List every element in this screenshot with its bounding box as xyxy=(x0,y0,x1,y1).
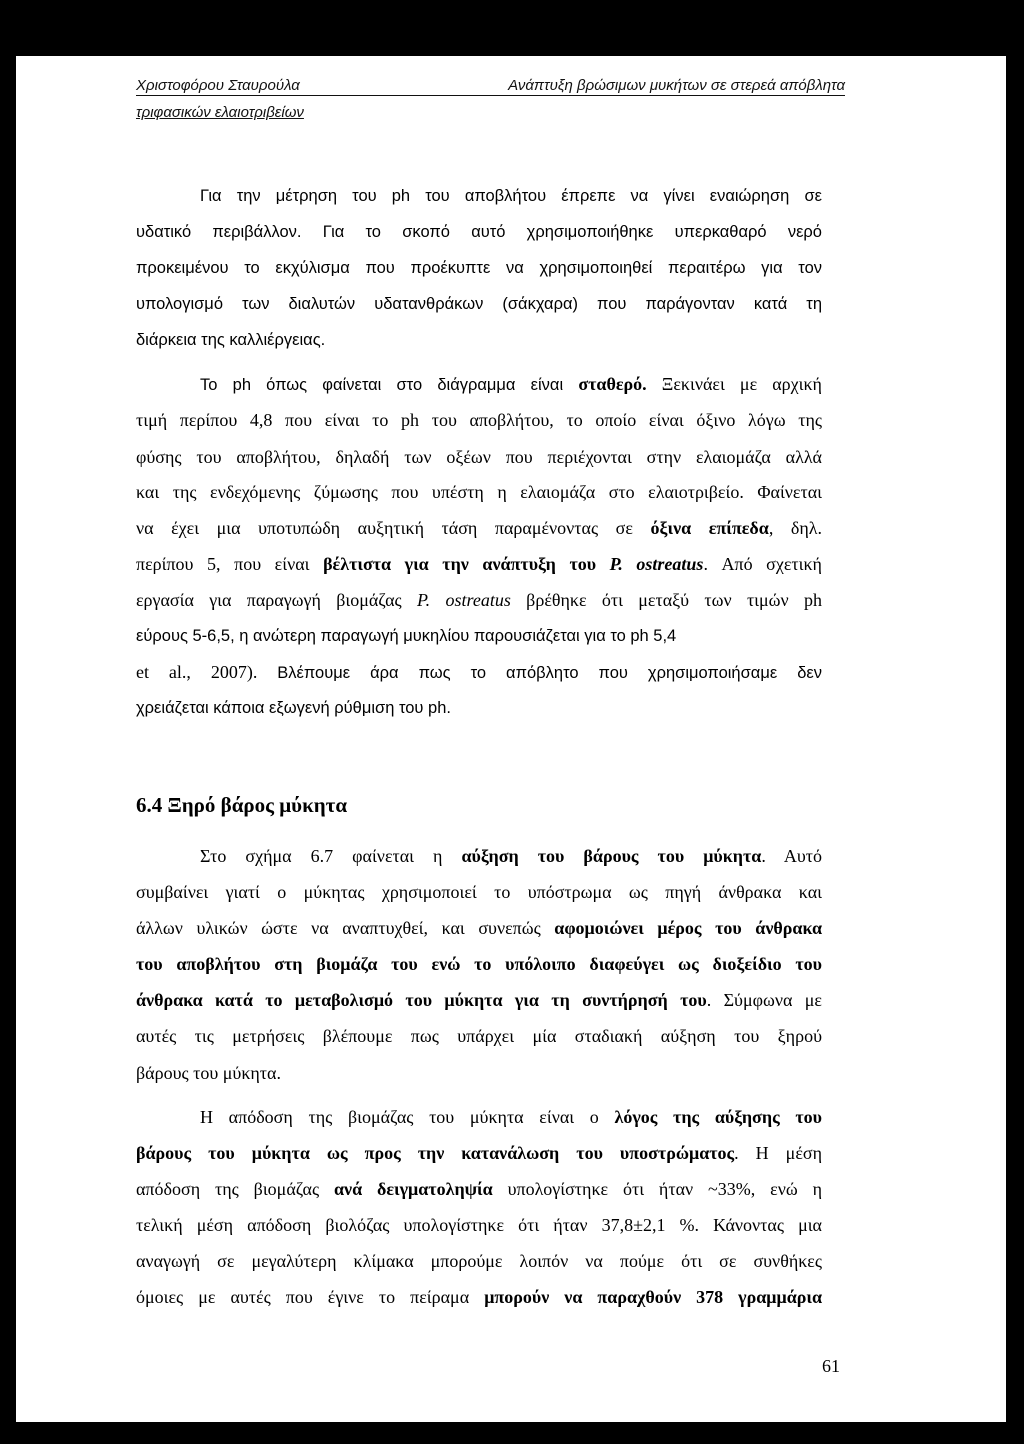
text-segment: . Αυτό xyxy=(761,846,823,866)
paragraph-line xyxy=(136,589,822,611)
paragraph-line xyxy=(136,1286,822,1308)
paragraph-line xyxy=(136,953,822,975)
text-segment: τιμή περίπου 4,8 που είναι το ph του αποβλήτου, το οποίο είναι όξινο λόγω της xyxy=(136,410,822,430)
running-header xyxy=(136,77,845,96)
paragraph-line xyxy=(200,1106,822,1128)
paragraph-line xyxy=(200,845,822,867)
paragraph-line xyxy=(136,1214,822,1236)
text-segment: et al., 2007). xyxy=(136,662,278,682)
paragraph-line xyxy=(136,329,822,351)
text-segment: Για την μέτρηση του ph του αποβλήτου έπρεπε να γίνει εναιώρηση σε xyxy=(200,187,822,205)
text-segment: . Από σχετική xyxy=(703,554,822,574)
text-segment: υπολογίστηκε ότι ήταν ~33%, ενώ η xyxy=(492,1179,822,1199)
text-segment: χρειάζεται κάποια εξωγενή ρύθμιση του ph. xyxy=(136,699,451,717)
paragraph-line xyxy=(136,517,822,539)
bold-segment: αύξηση του βάρους του μύκητα xyxy=(461,846,762,866)
text-segment: τελική μέση απόδοση βιολόζας υπολογίστηκε ότι ήταν 37,8±2,1 %. Κάνοντας μια xyxy=(136,1215,822,1235)
text-segment: συμβαίνει γιατί ο μύκητας χρησιμοποιεί το υπόστρωμα ως πηγή άνθρακα και xyxy=(136,882,822,902)
text-segment: εργασία για παραγωγή βιομάζας xyxy=(136,590,417,610)
text-segment: να έχει μια υποτυπώδη αυξητική τάση παραμένοντας σε xyxy=(136,518,651,538)
text-segment: απόδοση της βιομάζας xyxy=(136,1179,334,1199)
bold-segment: βέλτιστα για την ανάπτυξη του xyxy=(323,554,610,574)
header-subtitle: τριφασικών ελαιοτριβείων xyxy=(136,104,304,121)
text-segment: και της ενδεχόμενης ζύμωσης που υπέστη η ελαιομάζα στο ελαιοτριβείο. Φαίνεται xyxy=(136,482,822,502)
section-heading: 6.4 Ξηρό βάρος μύκητα xyxy=(136,793,348,817)
text-segment: άλλων υλικών ώστε να αναπτυχθεί, και συνεπώς xyxy=(136,918,555,938)
paragraph-line xyxy=(136,881,822,903)
paragraph-line xyxy=(136,1250,822,1272)
paragraph-line xyxy=(136,625,822,647)
text-segment: διάρκεια της καλλιέργειας. xyxy=(136,331,326,349)
species-name: P. ostreatus xyxy=(609,554,704,574)
paragraph-line xyxy=(136,481,822,503)
paragraph-line xyxy=(136,1178,822,1200)
text-segment: φύσης του αποβλήτου, δηλαδή των οξέων που περιέχονται στην ελαιομάζα αλλά xyxy=(136,447,822,467)
text-segment: αναγωγή σε μεγαλύτερη κλίμακα μπορούμε λοιπόν να πούμε ότι σε συνθήκες xyxy=(136,1251,822,1271)
paragraph-line xyxy=(136,989,822,1011)
text-segment: Στο σχήμα 6.7 φαίνεται η xyxy=(200,846,462,866)
paragraph-line xyxy=(200,185,822,207)
bold-segment: βάρους του μύκητα ως προς την κατανάλωση του υποστρώματος xyxy=(136,1143,735,1163)
paragraph-line xyxy=(136,257,822,279)
text-segment: βάρους του μύκητα. xyxy=(136,1063,281,1083)
bold-segment: λόγος της αύξησης του xyxy=(614,1107,822,1127)
text-segment: υπολογισμό των διαλυτών υδατανθράκων (σάκχαρα) που παράγονταν κατά τη xyxy=(136,295,822,313)
paragraph-line xyxy=(136,446,822,468)
paragraph-line xyxy=(136,1142,822,1164)
paragraph-line xyxy=(200,373,822,395)
text-segment: . Η μέση xyxy=(734,1143,822,1163)
paragraph-line xyxy=(136,917,822,939)
page-number: 61 xyxy=(822,1356,840,1376)
paragraph-line xyxy=(136,409,822,431)
paragraph-line xyxy=(136,661,822,683)
paragraph-line xyxy=(136,1062,822,1084)
header-author: Χριστοφόρου Σταυρούλα xyxy=(136,77,300,94)
bold-segment: μπορούν να παραχθούν 378 γραμμάρια xyxy=(484,1287,822,1307)
bold-segment: άνθρακα κατά το μεταβολισμό του μύκητα για τη συντήρησή του xyxy=(136,990,707,1010)
text-segment: Το ph όπως φαίνεται στο διάγραμμα είναι xyxy=(200,376,579,394)
paragraph-line xyxy=(136,1025,822,1047)
species-name: P. ostreatus xyxy=(417,590,511,610)
header-title: Ανάπτυξη βρώσιμων μυκήτων σε στερεά απόβλητα xyxy=(508,77,845,94)
bold-segment: αφομοιώνει μέρος του άνθρακα xyxy=(554,918,822,938)
text-segment: βρέθηκε ότι μεταξύ των τιμών ph xyxy=(510,590,822,610)
text-segment: Ξεκινάει με αρχική xyxy=(646,374,822,394)
text-segment: . Σύμφωνα με xyxy=(706,990,822,1010)
bold-segment: ανά δειγματοληψία xyxy=(334,1179,493,1199)
bold-segment: του αποβλήτου στη βιομάζα του ενώ το υπόλοιπο διαφεύγει ως διοξείδιο του xyxy=(136,954,822,974)
text-segment: αυτές τις μετρήσεις βλέπουμε πως υπάρχει μία σταδιακή αύξηση του ξηρού xyxy=(136,1026,822,1046)
paragraph-line xyxy=(136,697,822,719)
text-segment: Βλέπουμε άρα πως το απόβλητο που χρησιμοποιήσαμε δεν xyxy=(277,664,822,682)
text-segment: Η απόδοση της βιομάζας του μύκητα είναι ο xyxy=(200,1107,615,1127)
text-segment: υδατικό περιβάλλον. Για το σκοπό αυτό χρησιμοποιήθηκε υπερκαθαρό νερό xyxy=(136,223,822,241)
text-segment: εύρους 5-6,5, η ανώτερη παραγωγή μυκηλίου παρουσιάζεται για το ph 5,4 xyxy=(136,627,677,645)
bold-segment: όξινα επίπεδα xyxy=(650,518,769,538)
paragraph-line xyxy=(136,293,822,315)
text-segment: περίπου 5, που είναι xyxy=(136,554,324,574)
paragraph-line xyxy=(136,553,822,575)
bold-segment: σταθερό. xyxy=(578,374,647,394)
paragraph-line xyxy=(136,221,822,243)
text-segment: προκειμένου το εκχύλισμα που προέκυπτε να χρησιμοποιηθεί περαιτέρω για τον xyxy=(136,259,822,277)
text-segment: , δηλ. xyxy=(768,518,822,538)
text-segment: όμοιες με αυτές που έγινε το πείραμα xyxy=(136,1287,485,1307)
